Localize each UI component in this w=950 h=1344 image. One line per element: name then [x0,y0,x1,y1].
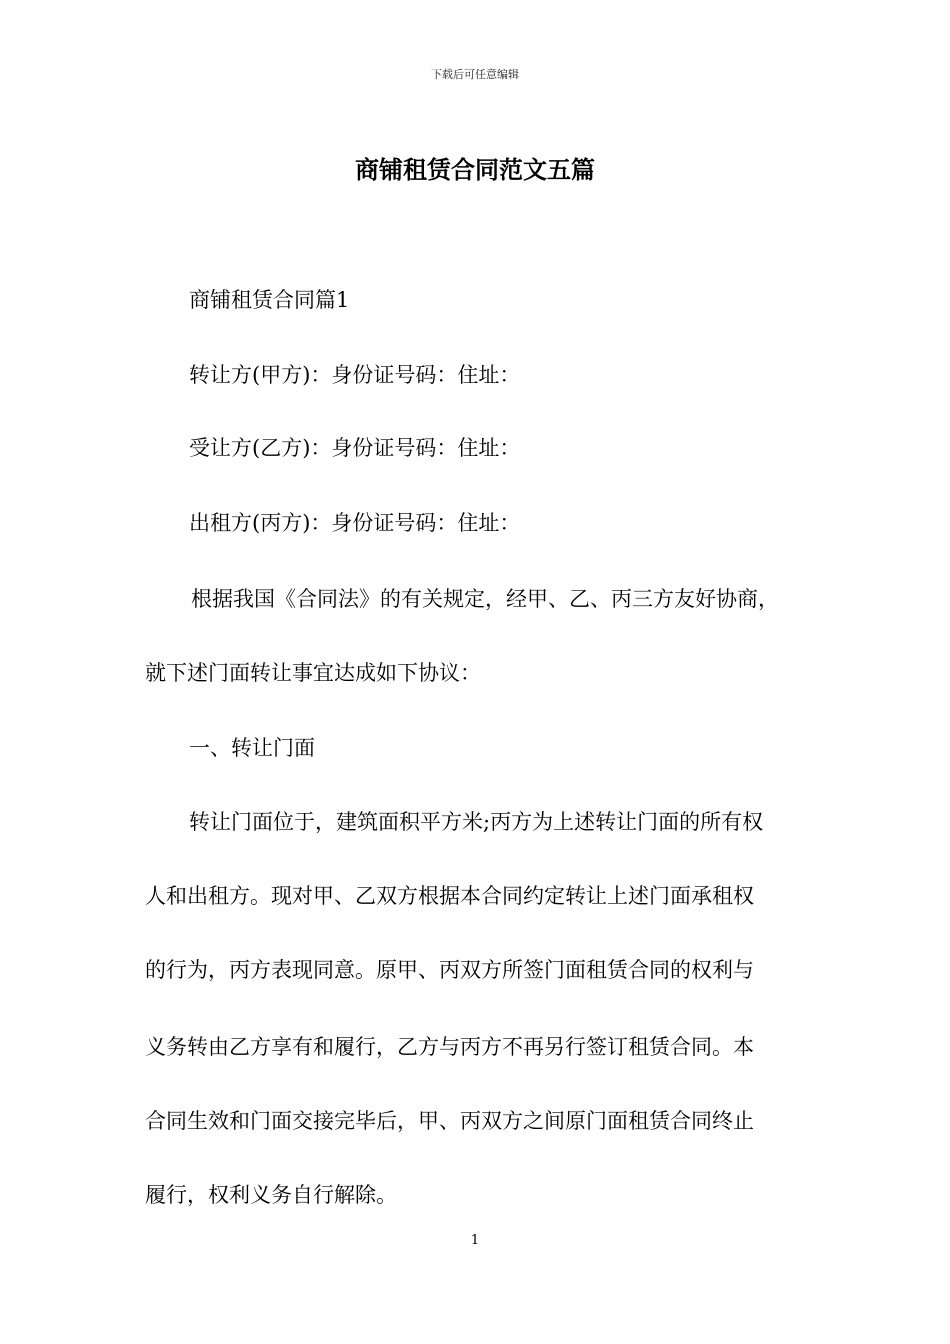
document-title: 商铺租赁合同范文五篇 [355,155,595,184]
party-a-line: 转让方(甲方)：身份证号码：住址： [189,363,521,387]
section-heading: 商铺租赁合同篇1 [189,288,350,312]
page-number: 1 [470,1233,480,1248]
preamble-line-2: 就下述门面转让事宜达成如下协议： [145,661,481,685]
clause-1-line-3: 的行为，丙方表现同意。原甲、丙双方所签门面租赁合同的权利与 [145,958,754,982]
clause-1-heading: 一、转让门面 [189,736,315,760]
clause-1-line-2: 人和出租方。现对甲、乙双方根据本合同约定转让上述门面承租权 [145,884,754,908]
clause-1-line-6: 履行，权利义务自行解除。 [145,1183,397,1207]
preamble-line-1: 根据我国《合同法》的有关规定，经甲、乙、丙三方友好协商， [191,587,779,611]
party-b-line: 受让方(乙方)：身份证号码：住址： [189,436,521,460]
party-c-line: 出租方(丙方)：身份证号码：住址： [189,511,521,535]
clause-1-line-5: 合同生效和门面交接完毕后，甲、丙双方之间原门面租赁合同终止 [145,1109,754,1133]
header-note: 下载后可任意编辑 [431,68,519,81]
clause-1-line-4: 义务转由乙方享有和履行，乙方与丙方不再另行签订租赁合同。本 [145,1035,754,1059]
clause-1-line-1: 转让门面位于，建筑面积平方米;丙方为上述转让门面的所有权 [189,810,764,834]
